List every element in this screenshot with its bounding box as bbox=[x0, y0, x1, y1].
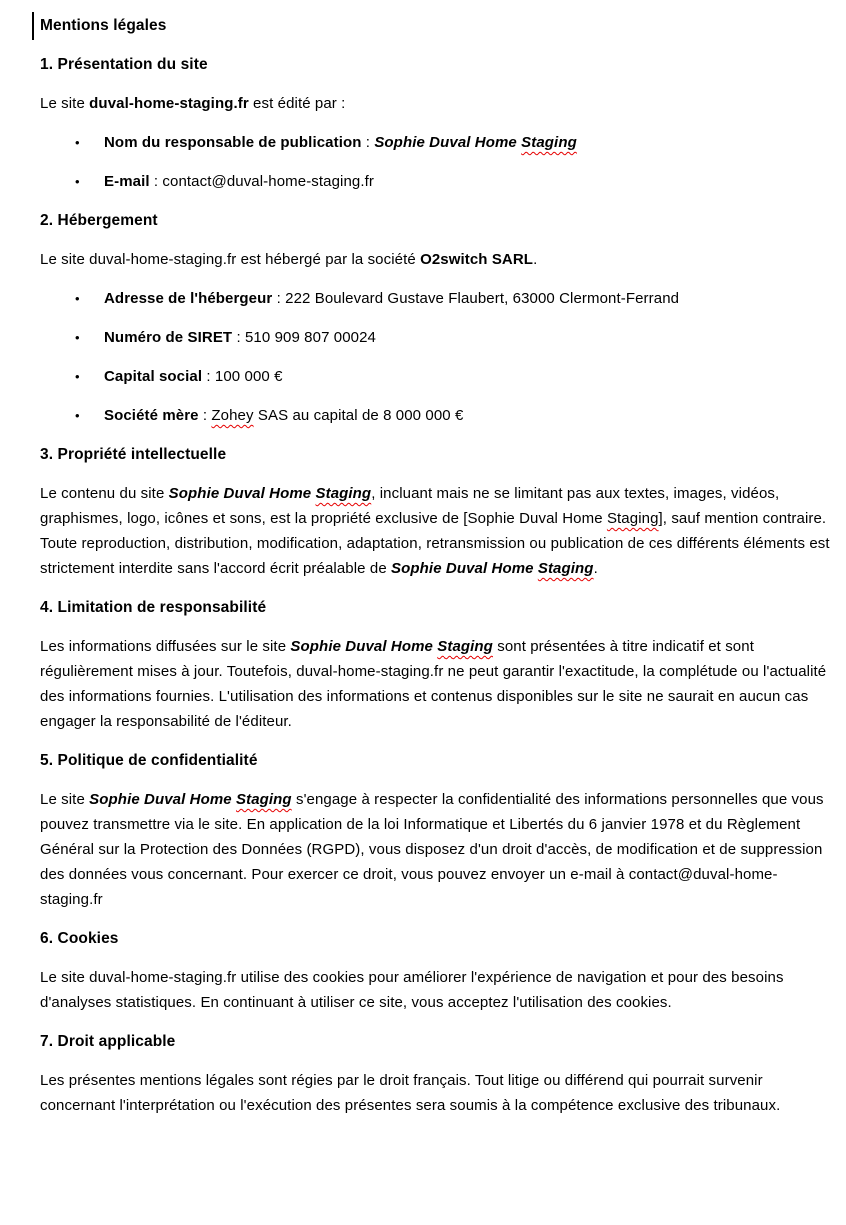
misspelled-word: Staging bbox=[537, 560, 594, 577]
text-run: 7. Droit applicable bbox=[40, 1033, 176, 1050]
section-heading bbox=[40, 52, 836, 77]
bullet-dot-icon: • bbox=[75, 174, 80, 189]
text-run: , incluant mais ne se limitant pas aux textes, images, vidéos, graphismes, logo, icônes et sons, est la propriété exclusive de [Sophie Duval Home bbox=[40, 485, 780, 527]
bullet-text bbox=[104, 364, 283, 389]
text-run: Le site duval-home-staging.fr est hébergé par la société bbox=[40, 251, 421, 268]
text-run: s'engage à respecter la confidentialité des informations personnelles que vous pouvez transmettre via le site. En application de la loi Informatique et Libertés du 6 janvier 1978 et du Règlement Général sur la Protection des Données (RGPD), vous disposez d'un droit d'accès, de modification et de suppression des données vous concernant. Pour exercer ce droit, vous pouvez envoyer un e-mail à contact@duval-home-staging.fr bbox=[40, 791, 824, 908]
text-run: : bbox=[198, 407, 212, 424]
bullet-dot-icon: • bbox=[75, 369, 80, 384]
text-run: 1. Présentation du site bbox=[40, 56, 208, 73]
bullet-dot-icon: • bbox=[75, 408, 80, 423]
bullet-text bbox=[104, 286, 679, 311]
paragraph bbox=[40, 787, 836, 912]
text-run: E-mail bbox=[104, 173, 150, 190]
bullet-dot-icon: • bbox=[75, 330, 80, 345]
bullet-list bbox=[40, 286, 836, 428]
paragraph bbox=[40, 1068, 836, 1118]
text-run: Société mère bbox=[104, 407, 199, 424]
text-run: ], sauf mention contraire. Toute reproduction, distribution, modification, adaptation, retransmission ou publication de ces différents éléments est strictement interdite sans l'accord écrit préalable de bbox=[40, 510, 830, 577]
misspelled-word: Staging bbox=[236, 791, 292, 808]
bullet-list bbox=[40, 130, 836, 194]
section-heading bbox=[40, 595, 836, 620]
section-heading bbox=[40, 926, 836, 951]
bullet-item bbox=[40, 169, 836, 194]
text-run: Mentions légales bbox=[40, 17, 167, 34]
text-run: O2switch SARL bbox=[420, 251, 534, 268]
text-run: Les informations diffusées sur le site bbox=[40, 638, 291, 655]
text-run: Nom du responsable de publication bbox=[104, 134, 362, 151]
bullet-item bbox=[40, 364, 836, 389]
text-run: 6. Cookies bbox=[40, 930, 119, 947]
document-content bbox=[40, 13, 836, 1118]
paragraph bbox=[40, 91, 836, 116]
section-heading bbox=[40, 208, 836, 233]
bullet-item bbox=[40, 130, 836, 155]
text-run: 5. Politique de confidentialité bbox=[40, 752, 258, 769]
text-run: Le contenu du site bbox=[40, 485, 169, 502]
text-run: Le site bbox=[40, 791, 90, 808]
text-run: Adresse de l'hébergeur bbox=[104, 290, 273, 307]
text-run: : bbox=[361, 134, 375, 151]
text-run: sont présentées à titre indicatif et sont régulièrement mises à jour. Toutefois, duval-home-staging.fr ne peut garantir l'exactitude, la complétude ou l'actualité des informations fournies. L'utilisation des informations et contenus disponibles sur le site ne saurait en aucun cas engager la responsabilité de l'éditeur. bbox=[40, 638, 827, 730]
paragraph bbox=[40, 634, 836, 734]
misspelled-word: Staging bbox=[437, 638, 493, 655]
bullet-dot-icon: • bbox=[75, 135, 80, 150]
text-cursor-caret bbox=[32, 12, 34, 40]
misspelled-word: Staging bbox=[521, 134, 577, 151]
paragraph bbox=[40, 481, 836, 581]
bullet-item bbox=[40, 286, 836, 311]
text-run: 4. Limitation de responsabilité bbox=[40, 599, 267, 616]
bullet-item bbox=[40, 325, 836, 350]
section-heading bbox=[40, 1029, 836, 1054]
bullet-item bbox=[40, 403, 836, 428]
text-run: : 510 909 807 00024 bbox=[232, 329, 376, 346]
text-run: . bbox=[593, 560, 598, 577]
text-run: 2. Hébergement bbox=[40, 212, 158, 229]
text-run: . bbox=[533, 251, 538, 268]
text-run: Le site bbox=[40, 95, 90, 112]
text-run: est édité par : bbox=[248, 95, 346, 112]
section-heading bbox=[40, 748, 836, 773]
text-run: 3. Propriété intellectuelle bbox=[40, 446, 227, 463]
text-run: Capital social bbox=[104, 368, 203, 385]
text-run: Sophie Duval Home bbox=[374, 134, 522, 151]
text-run: Sophie Duval Home bbox=[391, 560, 538, 577]
paragraph bbox=[40, 247, 836, 272]
text-run: Sophie Duval Home bbox=[290, 638, 438, 655]
text-run: Les présentes mentions légales sont régies par le droit français. Tout litige ou différend qui pourrait survenir concernant l'interprétation ou l'exécution des présentes sera soumis à la compétence exclusive des tribunaux. bbox=[40, 1072, 781, 1114]
text-run: : contact@duval-home-staging.fr bbox=[149, 173, 374, 190]
bullet-dot-icon: • bbox=[75, 291, 80, 306]
section-heading bbox=[40, 442, 836, 467]
document-title bbox=[40, 13, 836, 38]
misspelled-word: Zohey bbox=[211, 407, 254, 424]
text-run: : 100 000 € bbox=[202, 368, 283, 385]
text-run: SAS au capital de 8 000 000 € bbox=[253, 407, 464, 424]
bullet-text bbox=[104, 403, 463, 428]
misspelled-word: Staging bbox=[315, 485, 372, 502]
text-run: Sophie Duval Home bbox=[168, 485, 316, 502]
text-run: Numéro de SIRET bbox=[104, 329, 233, 346]
paragraph bbox=[40, 965, 836, 1015]
text-run: duval-home-staging.fr bbox=[89, 95, 249, 112]
bullet-text bbox=[104, 130, 577, 155]
bullet-text bbox=[104, 325, 376, 350]
text-run: : 222 Boulevard Gustave Flaubert, 63000 Clermont-Ferrand bbox=[272, 290, 680, 307]
text-run: Le site duval-home-staging.fr utilise des cookies pour améliorer l'expérience de navigation et pour des besoins d'analyses statistiques. En continuant à utiliser ce site, vous acceptez l'utilisation des cookies. bbox=[40, 969, 784, 1011]
misspelled-word: Staging bbox=[606, 510, 659, 527]
bullet-text bbox=[104, 169, 374, 194]
text-run: Sophie Duval Home bbox=[89, 791, 236, 808]
